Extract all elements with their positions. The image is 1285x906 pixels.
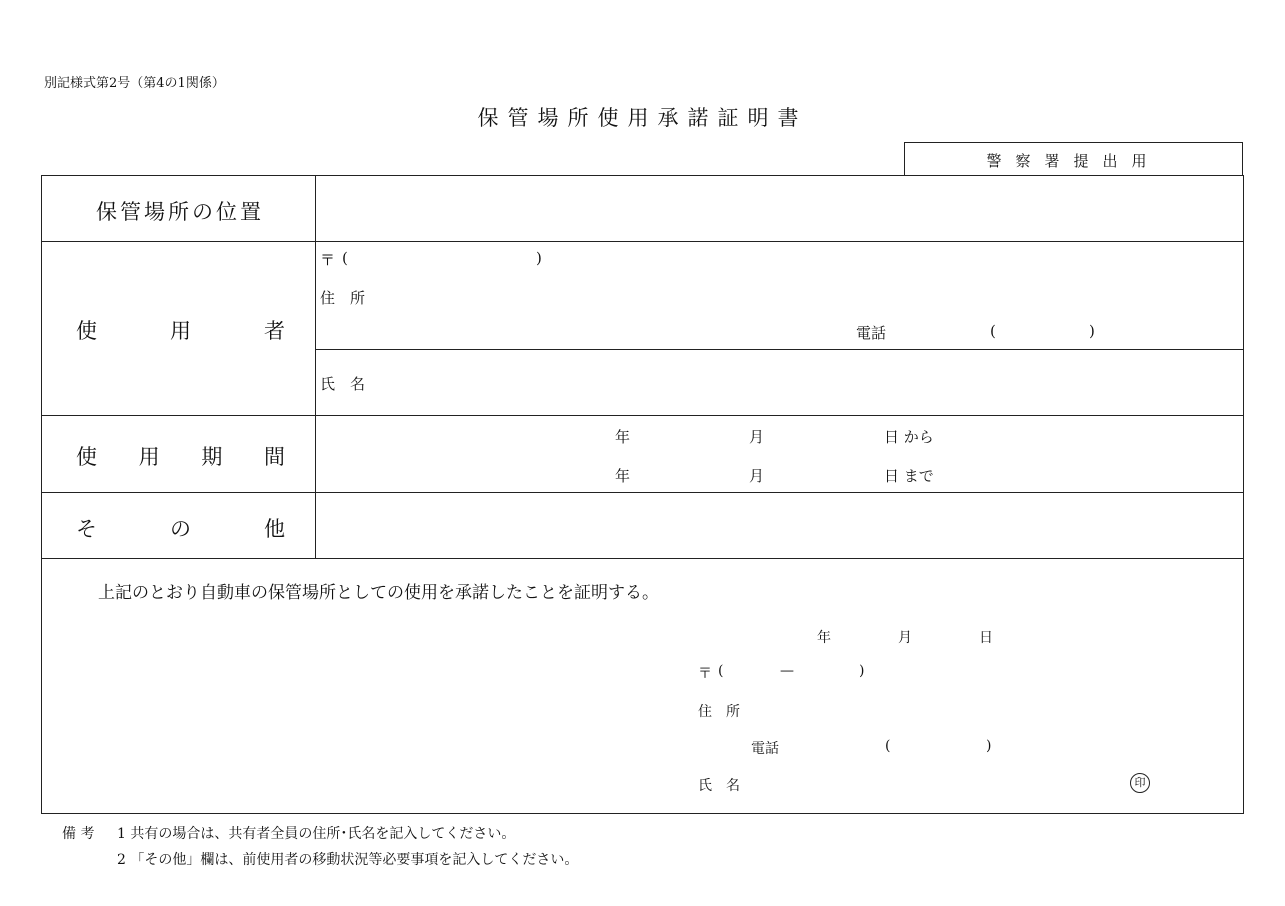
cert-month-label: 月 bbox=[898, 630, 912, 646]
user-postal-mark: 〒 bbox=[320, 251, 336, 269]
period-from-field[interactable] bbox=[540, 421, 960, 449]
certification-statement: 上記のとおり自動車の保管場所としての使用を承諾したことを証明する。 bbox=[98, 583, 659, 603]
notes-heading: 備 考 bbox=[62, 826, 95, 842]
seal-stamp-icon: 印 bbox=[1130, 773, 1150, 793]
cert-phone-field[interactable] bbox=[800, 733, 1000, 759]
cert-postal-field[interactable] bbox=[728, 659, 856, 683]
note-2: 2 「その他」欄は、前使用者の移動状況等必要事項を記入してください。 bbox=[117, 852, 579, 868]
period-from-day: 日 から bbox=[884, 428, 934, 446]
cert-name-field[interactable] bbox=[760, 770, 1120, 796]
cert-postal-open-paren: ( bbox=[718, 663, 724, 679]
form-reference: 別記様式第2号（第4の1関係） bbox=[44, 76, 225, 91]
user-postal-field[interactable] bbox=[352, 247, 532, 269]
location-field[interactable] bbox=[317, 177, 1242, 240]
user-phone-field[interactable] bbox=[905, 318, 1105, 344]
cert-day-label: 日 bbox=[979, 630, 993, 646]
cert-address-field[interactable] bbox=[760, 696, 1230, 722]
cert-postal-dash: — bbox=[780, 663, 794, 679]
cert-phone-label: 電話 bbox=[751, 741, 779, 757]
cert-name-label: 氏 名 bbox=[698, 778, 740, 794]
user-address-field[interactable] bbox=[390, 282, 1230, 310]
location-label: 保管場所の位置 bbox=[96, 200, 264, 224]
user-postal-close-paren: ) bbox=[536, 249, 542, 267]
cert-phone-open-paren: ( bbox=[885, 738, 891, 754]
user-postal-open-paren: ( bbox=[342, 249, 348, 267]
period-until-year: 年 bbox=[615, 467, 631, 485]
cert-date-field[interactable] bbox=[760, 622, 1000, 648]
period-until-day: 日 まで bbox=[884, 467, 934, 485]
period-from-year: 年 bbox=[615, 428, 631, 446]
cert-postal-close-paren: ) bbox=[859, 663, 865, 679]
user-phone-open-paren: ( bbox=[990, 322, 996, 340]
user-phone-close-paren: ) bbox=[1089, 322, 1095, 340]
cert-postal-mark: 〒 bbox=[698, 666, 712, 682]
user-phone-label: 電話 bbox=[856, 324, 887, 342]
period-until-month: 月 bbox=[749, 467, 765, 485]
period-until-field[interactable] bbox=[540, 459, 960, 487]
period-label: 使用期間 bbox=[76, 445, 285, 469]
document-title: 保管場所使用承諾証明書 bbox=[477, 106, 808, 130]
note-1: 1 共有の場合は、共有者全員の住所･氏名を記入してください。 bbox=[117, 826, 516, 842]
cert-address-label: 住 所 bbox=[698, 704, 740, 720]
user-name-label: 氏 名 bbox=[320, 375, 366, 393]
user-label: 使用者 bbox=[76, 319, 285, 343]
other-label: その他 bbox=[76, 517, 285, 541]
user-name-field[interactable] bbox=[390, 365, 1230, 401]
cert-year-label: 年 bbox=[817, 630, 831, 646]
user-address-label: 住 所 bbox=[320, 289, 366, 307]
cert-phone-close-paren: ) bbox=[986, 738, 992, 754]
submission-label: 警察署提出用 bbox=[986, 152, 1161, 170]
other-field[interactable] bbox=[317, 494, 1242, 557]
period-from-month: 月 bbox=[749, 428, 765, 446]
